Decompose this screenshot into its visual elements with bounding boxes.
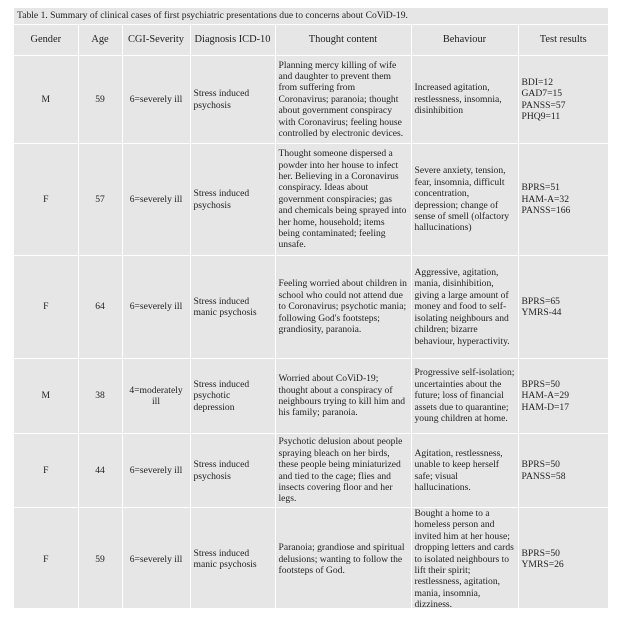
test-result: HAM-A=29 bbox=[521, 390, 570, 402]
table-row bbox=[14, 508, 608, 612]
gender-cell: M bbox=[14, 56, 78, 144]
thought-cell: Planning mercy killing of wife and daughter to prevent them from suffering from Coronavirus; paranoia; thought about government conspiracy with Coronavirus; feeling house controlled by electronic devices. bbox=[275, 56, 411, 144]
test-results-cell bbox=[518, 256, 608, 359]
age-cell: 59 bbox=[78, 508, 122, 612]
behaviour-cell: Increased agitation, restlessness, insomnia, disinhibition bbox=[411, 56, 518, 144]
header-behaviour: Behaviour bbox=[411, 25, 518, 56]
test-results-cell bbox=[518, 508, 608, 612]
test-result: YMRS=26 bbox=[521, 559, 564, 571]
behaviour-cell: Agitation, restlessness, unable to keep herself safe; visual hallucinations. bbox=[411, 434, 518, 508]
clinical-cases-table bbox=[14, 24, 608, 612]
behaviour-cell: Severe anxiety, tension, fear, insomnia, difficult concentration, depression; change of sense of smell (olfactory hallucinations) bbox=[411, 144, 518, 256]
thought-cell: Paranoia; grandiose and spiritual delusions; wanting to follow the footsteps of God. bbox=[275, 508, 411, 612]
table-container bbox=[14, 8, 608, 611]
header-age: Age bbox=[78, 25, 122, 56]
table-row bbox=[14, 359, 608, 434]
cgi-cell: 6=severely ill bbox=[122, 144, 190, 256]
gender-cell: F bbox=[14, 508, 78, 612]
diagnosis-cell: Stress induced manic psychosis bbox=[190, 256, 275, 359]
test-result: PANSS=58 bbox=[521, 470, 566, 482]
age-cell: 38 bbox=[78, 359, 122, 434]
gender-cell: M bbox=[14, 359, 78, 434]
cgi-cell: 4=moderately ill bbox=[122, 359, 190, 434]
header-diagnosis: Diagnosis ICD-10 bbox=[190, 25, 275, 56]
age-cell: 59 bbox=[78, 56, 122, 144]
test-result: BDI=12 bbox=[521, 76, 554, 88]
test-result: YMRS-44 bbox=[521, 307, 562, 318]
diagnosis-cell: Stress induced psychotic depression bbox=[190, 359, 275, 434]
cgi-cell: 6=severely ill bbox=[122, 256, 190, 359]
behaviour-cell: Aggressive, agitation, mania, disinhibition, giving a large amount of money and food to self-isolating neighbours and children; bizarre behaviour, hyperactivity. bbox=[411, 256, 518, 359]
test-results-cell bbox=[518, 359, 608, 434]
test-result: BPRS=51 bbox=[521, 182, 560, 194]
gender-cell: F bbox=[14, 256, 78, 359]
table-row bbox=[14, 56, 608, 144]
cgi-cell: 6=severely ill bbox=[122, 508, 190, 612]
test-results-cell bbox=[518, 434, 608, 508]
header-row bbox=[14, 25, 608, 56]
age-cell: 64 bbox=[78, 256, 122, 359]
test-result: HAM-D=17 bbox=[521, 401, 570, 413]
table-row bbox=[14, 434, 608, 508]
table-row bbox=[14, 144, 608, 256]
diagnosis-cell: Stress induced manic psychosis bbox=[190, 508, 275, 612]
thought-cell: Psychotic delusion about people spraying bleach on her birds, these people being miniaturized and tied to the cage; flies and insects covering floor and her legs. bbox=[275, 434, 411, 508]
table-caption: Table 1. Summary of clinical cases of first psychiatric presentations due to concerns about CoViD-19. bbox=[17, 10, 408, 21]
thought-cell: Worried about CoViD-19; thought about a conspiracy of neighbours trying to kill him and his family; paranoia. bbox=[275, 359, 411, 434]
test-result: PANSS=166 bbox=[521, 205, 571, 217]
test-result: GAD7=15 bbox=[521, 88, 563, 100]
diagnosis-cell: Stress induced psychosis bbox=[190, 56, 275, 144]
header-gender: Gender bbox=[14, 25, 78, 56]
behaviour-cell: Bought a home to a homeless person and invited him at her house; dropping letters and cards to isolated neighbours to lift their spirit; restlessness, agitation, mania, insomnia, dizziness. bbox=[411, 508, 518, 612]
age-cell: 44 bbox=[78, 434, 122, 508]
thought-cell: Thought someone dispersed a powder into her house to infect her. Believing in a Coronavirus conspiracy. Ideas about government conspiracies; gas and chemicals being sprayed into her home, household; items being contaminated; feeling unsafe. bbox=[275, 144, 411, 256]
test-result: BPRS=50 bbox=[521, 378, 560, 390]
gender-cell: F bbox=[14, 144, 78, 256]
header-test-results: Test results bbox=[518, 25, 608, 56]
test-result: PANSS=57 bbox=[521, 99, 566, 111]
test-result: BPRS=50 bbox=[521, 459, 560, 471]
test-result: PHQ9=11 bbox=[521, 110, 561, 122]
table-row bbox=[14, 256, 608, 359]
test-results-cell bbox=[518, 56, 608, 144]
test-result: BPRS=65 bbox=[521, 295, 560, 307]
age-cell: 57 bbox=[78, 144, 122, 256]
header-cgi-severity: CGI-Severity bbox=[122, 25, 190, 56]
test-result: HAM-A=32 bbox=[521, 193, 570, 205]
test-results-cell bbox=[518, 144, 608, 256]
thought-cell: Feeling worried about children in school who could not attend due to Coronavirus; psychotic mania; following God's footsteps; grandiosity, paranoia. bbox=[275, 256, 411, 359]
test-result: BPRS=50 bbox=[521, 547, 560, 559]
diagnosis-cell: Stress induced psychosis bbox=[190, 434, 275, 508]
cgi-cell: 6=severely ill bbox=[122, 56, 190, 144]
behaviour-cell: Progressive self-isolation; uncertainties about the future; loss of financial assets due to quarantine; young children at home. bbox=[411, 359, 518, 434]
diagnosis-cell: Stress induced psychosis bbox=[190, 144, 275, 256]
gender-cell: F bbox=[14, 434, 78, 508]
cgi-cell: 6=severely ill bbox=[122, 434, 190, 508]
header-thought-content: Thought content bbox=[275, 25, 411, 56]
